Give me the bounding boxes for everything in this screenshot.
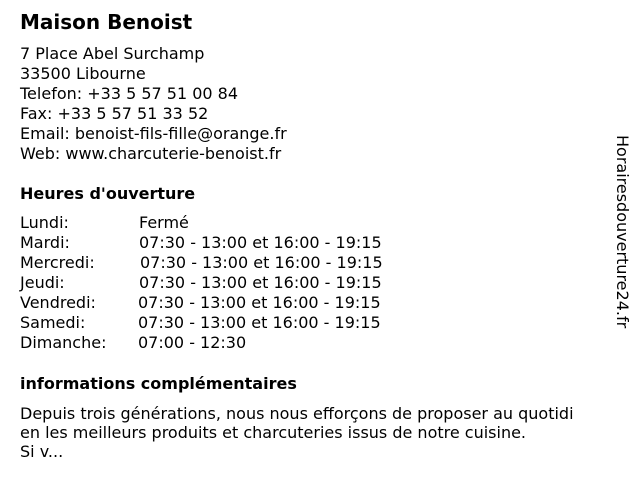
time-value: 07:30 - 13:00 et 16:00 - 19:15 <box>139 233 382 252</box>
hours-row-monday <box>20 213 440 233</box>
description-line: Si v... <box>20 442 64 461</box>
city-postcode: 33500 Libourne <box>20 64 146 83</box>
day-label: Dimanche: <box>20 333 107 352</box>
website: Web: www.charcuterie-benoist.fr <box>20 144 282 163</box>
time-value: Fermé <box>139 213 189 232</box>
hours-row-thursday <box>20 273 440 293</box>
hours-row-wednesday <box>20 253 440 273</box>
description-line: en les meilleurs produits et charcuteries issus de notre cuisine. <box>20 423 527 442</box>
hours-row-friday <box>20 293 440 313</box>
site-watermark: Horairesdouverture24.fr <box>613 135 632 329</box>
street-address: 7 Place Abel Surchamp <box>20 44 205 63</box>
hours-row-sunday <box>20 333 440 353</box>
time-value: 07:30 - 13:00 et 16:00 - 19:15 <box>140 253 383 272</box>
day-label: Mercredi: <box>20 253 95 272</box>
day-label: Vendredi: <box>20 293 96 312</box>
description <box>20 404 620 461</box>
hours-row-saturday <box>20 313 440 333</box>
hours-row-tuesday <box>20 233 440 253</box>
fax-number: Fax: +33 5 57 51 33 52 <box>20 104 209 123</box>
contact-block <box>20 44 287 164</box>
description-line: Depuis trois générations, nous nous efforçons de proposer au quotidi <box>20 404 574 423</box>
business-name: Maison Benoist <box>20 10 193 34</box>
time-value: 07:30 - 13:00 et 16:00 - 19:15 <box>138 313 381 332</box>
opening-hours-table <box>20 213 440 353</box>
info-heading: informations complémentaires <box>20 374 297 393</box>
time-value: 07:30 - 13:00 et 16:00 - 19:15 <box>138 293 381 312</box>
day-label: Samedi: <box>20 313 86 332</box>
email-address: Email: benoist-fils-fille@orange.fr <box>20 124 287 143</box>
day-label: Mardi: <box>20 233 70 252</box>
day-label: Jeudi: <box>20 273 65 292</box>
time-value: 07:30 - 13:00 et 16:00 - 19:15 <box>139 273 382 292</box>
phone-number: Telefon: +33 5 57 51 00 84 <box>20 84 239 103</box>
hours-heading: Heures d'ouverture <box>20 184 196 203</box>
day-label: Lundi: <box>20 213 69 232</box>
time-value: 07:00 - 12:30 <box>138 333 247 352</box>
